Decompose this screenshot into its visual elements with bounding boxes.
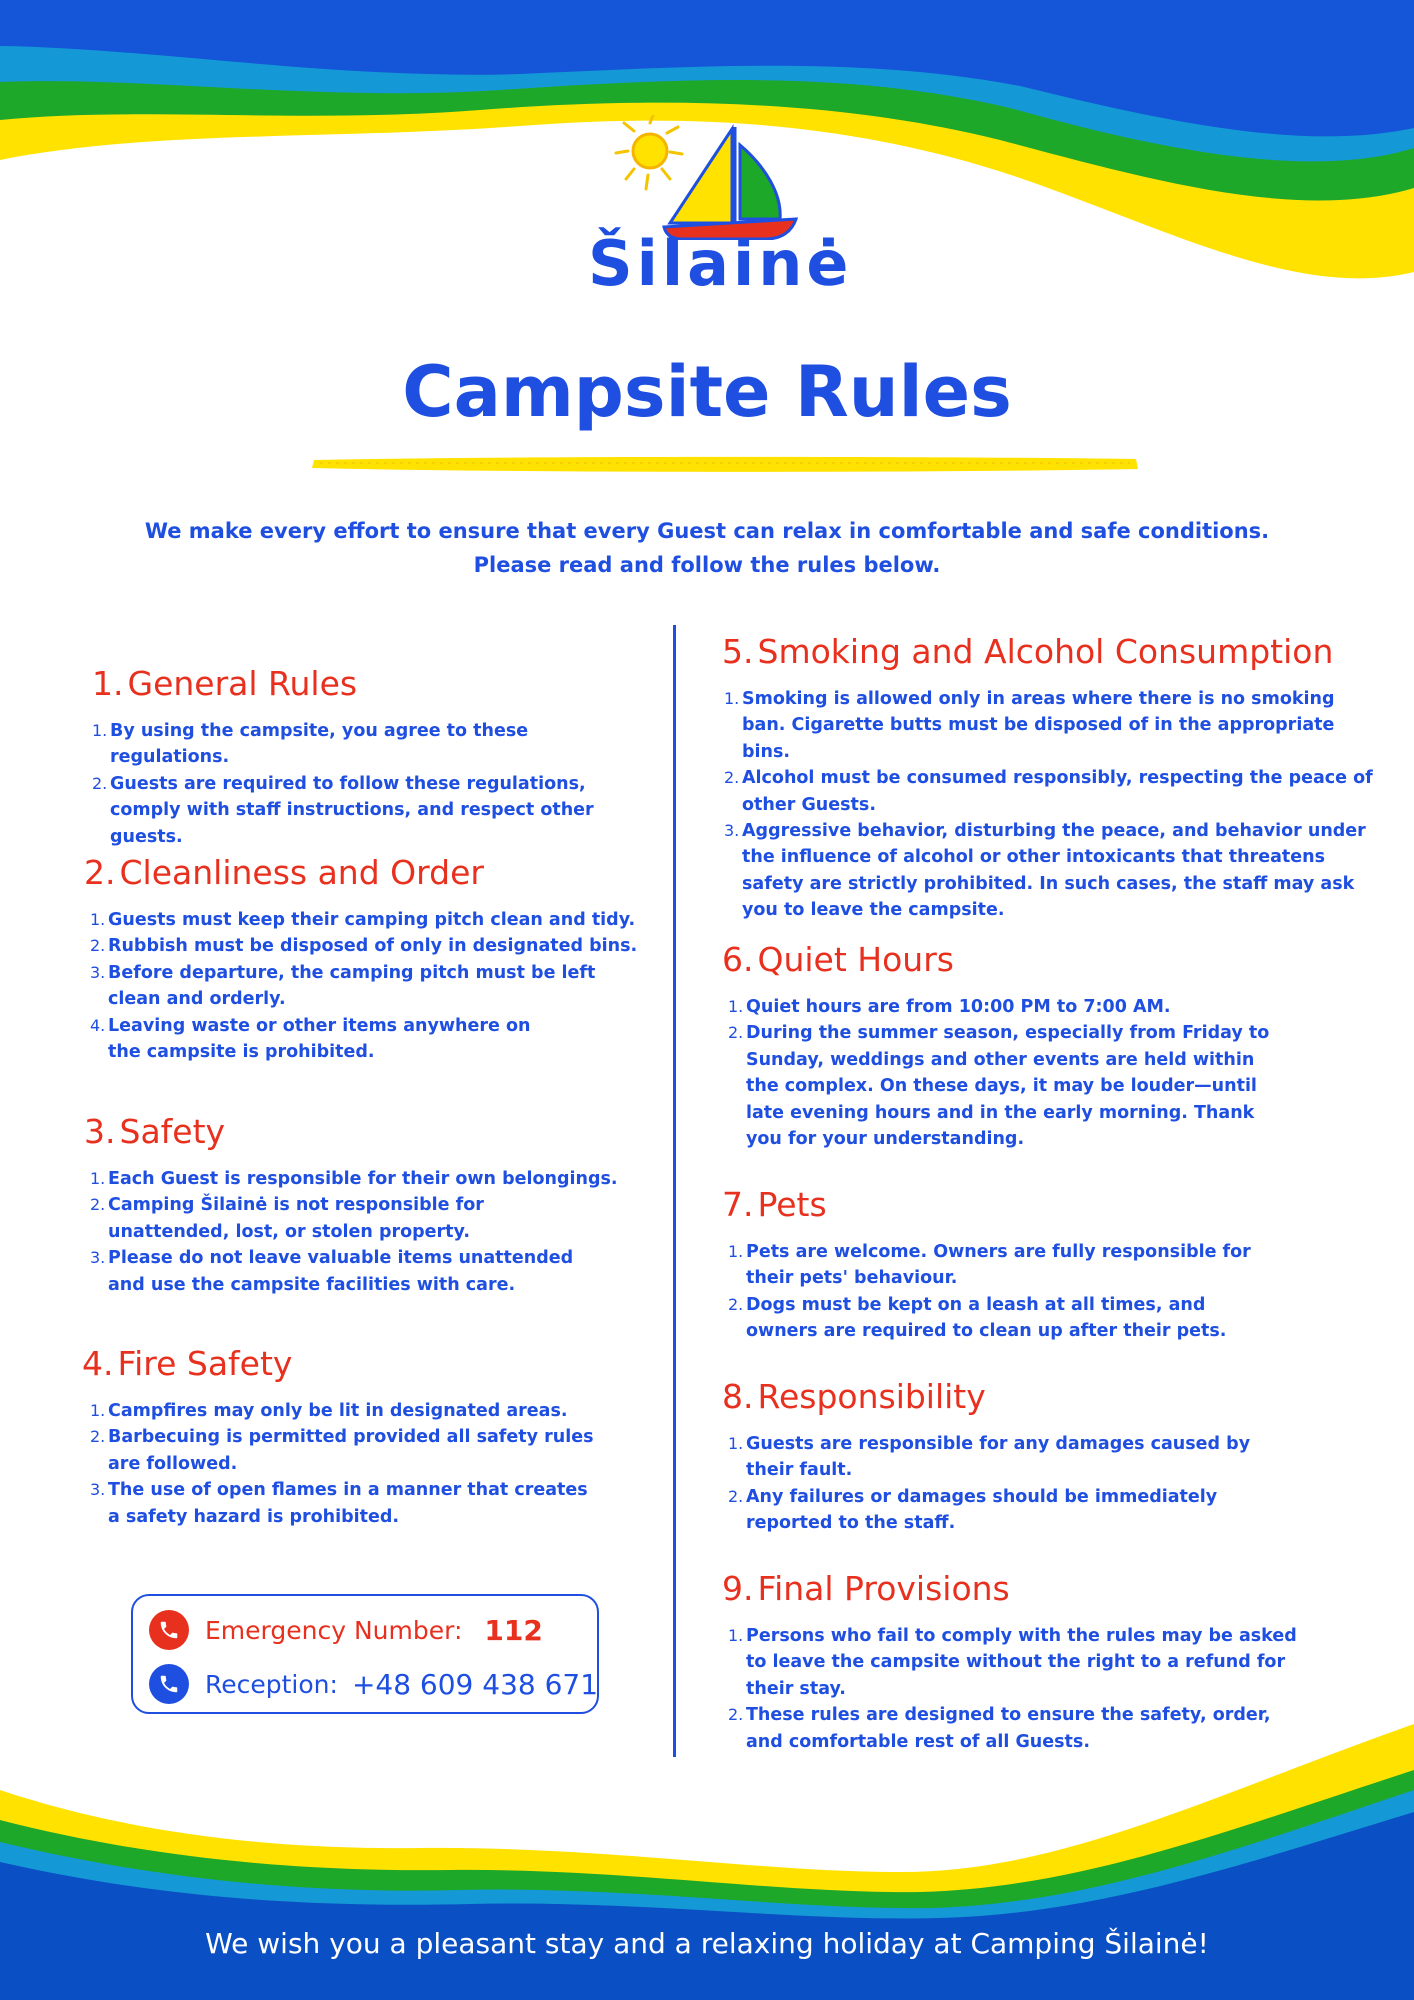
title-underline [310, 454, 1140, 474]
rule-text: Quiet hours are from 10:00 PM to 7:00 AM. [746, 997, 1171, 1017]
emergency-label: Emergency Number: [205, 1615, 463, 1645]
sailboat-sun-icon [570, 115, 840, 240]
rule-list [724, 686, 1382, 924]
rule-number: 1. [724, 689, 740, 708]
section-number: 9. [722, 1569, 754, 1608]
rule-item [90, 1477, 654, 1530]
rule-item [728, 1431, 1382, 1484]
rule-number: 2. [92, 773, 108, 793]
rule-text: These rules are designed to ensure the safety, order, and comfortable rest of all Guests. [746, 1705, 1271, 1752]
intro-text [110, 514, 1304, 582]
rule-number: 1. [92, 721, 108, 740]
section-heading [722, 632, 1382, 672]
section-number: 4. [82, 1344, 114, 1383]
rule-item [90, 933, 654, 959]
section-number: 6. [722, 940, 754, 979]
emergency-number[interactable]: 112 [484, 1613, 543, 1647]
rule-item [728, 1020, 1382, 1152]
rule-item [90, 907, 654, 933]
emergency-phone-icon [149, 1610, 189, 1650]
rule-list [728, 1431, 1382, 1537]
rule-number: 2. [728, 1486, 744, 1506]
rule-text: Leaving waste or other items anywhere on the campsite is prohibited. [108, 1015, 531, 1063]
rule-item [728, 1623, 1382, 1702]
rule-number: 2. [728, 1023, 744, 1043]
rule-number: 3. [90, 1480, 106, 1500]
section-fire-safety [82, 1344, 654, 1530]
rule-text: Smoking is allowed only in areas where there is no smoking ban. Cigarette butts must be disposed of in the appropriate bins. [742, 689, 1335, 762]
rule-text: Campfires may only be lit in designated areas. [108, 1401, 568, 1421]
rule-number: 2. [728, 1705, 744, 1725]
rule-text: Please do not leave valuable items unattended and use the campsite facilities with care. [108, 1248, 574, 1295]
rule-item [724, 818, 1382, 924]
rule-text: Guests are required to follow these regulations, comply with staff instructions, and respect other guests. [110, 773, 594, 847]
section-smoking-and-alcohol [722, 632, 1382, 924]
section-title: Responsibility [757, 1377, 986, 1416]
section-heading [84, 1112, 654, 1152]
rule-list [728, 1239, 1382, 1345]
rule-list [90, 1166, 654, 1298]
section-heading [722, 1377, 1382, 1417]
rule-text: Guests must keep their camping pitch clean and tidy. [108, 910, 636, 930]
rule-list [728, 1623, 1382, 1755]
rule-text: Each Guest is responsible for their own belongings. [108, 1169, 618, 1189]
section-title: Quiet Hours [757, 940, 954, 979]
rule-item [92, 718, 652, 771]
section-title: Smoking and Alcohol Consumption [757, 632, 1334, 671]
rule-number: 2. [728, 1294, 744, 1314]
rule-item [92, 771, 652, 850]
section-title: General Rules [127, 664, 358, 703]
rule-item [728, 994, 1382, 1020]
section-number: 8. [722, 1377, 754, 1416]
rule-number: 1. [90, 1401, 106, 1420]
rule-item [728, 1292, 1382, 1345]
rule-text: Aggressive behavior, disturbing the peace, and behavior under the influence of alcohol or other intoxicants that threatens safety are strictly prohibited. In such cases, the staff may ask you to leave the campsite. [742, 821, 1366, 921]
rule-item [90, 1013, 654, 1066]
emergency-row [149, 1610, 543, 1650]
rule-item [90, 1192, 654, 1245]
footer-message: We wish you a pleasant stay and a relaxing holiday at Camping Šilainė! [205, 1927, 1209, 1960]
rule-item [728, 1484, 1382, 1537]
page-title: Campsite Rules [402, 351, 1012, 433]
rule-number: 2. [90, 936, 106, 956]
rule-text: Any failures or damages should be immediately reported to the staff. [746, 1486, 1218, 1534]
section-number: 2. [84, 853, 116, 892]
rule-number: 1. [728, 997, 744, 1016]
rule-number: 3. [724, 821, 740, 841]
rule-item [724, 765, 1382, 818]
intro-line-2: Please read and follow the rules below. [473, 553, 941, 577]
section-heading [92, 664, 652, 704]
rule-number: 1. [90, 910, 106, 929]
section-responsibility [722, 1377, 1382, 1537]
reception-row [149, 1664, 598, 1704]
rule-list [728, 994, 1382, 1152]
rule-number: 1. [728, 1242, 744, 1261]
section-heading [84, 853, 654, 893]
rule-number: 2. [724, 768, 740, 788]
rule-list [92, 718, 652, 850]
rule-number: 4. [90, 1015, 106, 1035]
section-heading [722, 1185, 1382, 1225]
section-pets [722, 1185, 1382, 1345]
rule-list [90, 907, 654, 1065]
rule-number: 1. [728, 1434, 744, 1453]
section-heading [722, 1569, 1382, 1609]
rule-item [90, 1424, 654, 1477]
intro-line-1: We make every effort to ensure that every Guest can relax in comfortable and safe conditions. [144, 519, 1270, 543]
rule-text: Pets are welcome. Owners are fully responsible for their pets' behaviour. [746, 1242, 1251, 1289]
section-title: Final Provisions [757, 1569, 1010, 1608]
phone-icon [158, 1673, 180, 1695]
rule-text: Alcohol must be consumed responsibly, respecting the peace of other Guests. [742, 768, 1373, 815]
reception-label: Reception: [205, 1669, 338, 1699]
section-number: 1. [92, 664, 124, 703]
rule-text: By using the campsite, you agree to these regulations. [110, 721, 529, 768]
section-safety [84, 1112, 654, 1298]
rule-number: 1. [728, 1626, 744, 1645]
section-heading [722, 940, 1382, 980]
rule-text: Rubbish must be disposed of only in designated bins. [108, 936, 638, 957]
rule-text: Guests are responsible for any damages caused by their fault. [746, 1434, 1251, 1481]
brand-name: Šilainė [588, 227, 853, 300]
section-general-rules [92, 664, 652, 850]
rule-text: Persons who fail to comply with the rules may be asked to leave the campsite without the right to a refund for their stay. [746, 1626, 1297, 1699]
rule-text: Dogs must be kept on a leash at all times, and owners are required to clean up after their pets. [746, 1294, 1227, 1342]
rule-text: During the summer season, especially from Friday to Sunday, weddings and other events are held within the complex. On these days, it may be louder—until late evening hours and in the early morning. Thank you for your understanding. [746, 1023, 1270, 1150]
reception-phone-icon [149, 1664, 189, 1704]
rule-item [728, 1702, 1382, 1755]
rule-text: Barbecuing is permitted provided all safety rules are followed. [108, 1427, 594, 1474]
section-heading [82, 1344, 654, 1384]
section-title: Pets [757, 1185, 827, 1224]
rule-item [90, 960, 654, 1013]
rule-text: The use of open flames in a manner that creates a safety hazard is prohibited. [108, 1480, 588, 1527]
rule-number: 3. [90, 1248, 106, 1268]
column-divider [673, 625, 676, 1757]
section-final-provisions [722, 1569, 1382, 1755]
phone-icon [158, 1619, 180, 1641]
section-quiet-hours [722, 940, 1382, 1152]
section-number: 3. [84, 1112, 116, 1151]
section-title: Fire Safety [117, 1344, 293, 1383]
logo [570, 115, 853, 330]
rule-item [724, 686, 1382, 765]
rule-text: Camping Šilainė is not responsible for unattended, lost, or stolen property. [108, 1195, 484, 1242]
rule-item [90, 1245, 654, 1298]
rule-number: 3. [90, 962, 106, 982]
section-number: 5. [722, 632, 754, 671]
rule-item [90, 1166, 654, 1192]
section-title: Safety [119, 1112, 226, 1151]
section-cleanliness-and-order [84, 853, 654, 1065]
rule-item [90, 1398, 654, 1424]
section-title: Cleanliness and Order [119, 853, 484, 892]
reception-number[interactable]: +48 609 438 671 [351, 1667, 599, 1701]
rule-item [728, 1239, 1382, 1292]
rule-number: 2. [90, 1195, 106, 1215]
contact-box [131, 1594, 599, 1714]
rule-list [90, 1398, 654, 1530]
rule-number: 1. [90, 1169, 106, 1188]
rule-number: 2. [90, 1427, 106, 1447]
section-number: 7. [722, 1185, 754, 1224]
rule-text: Before departure, the camping pitch must be left clean and orderly. [108, 962, 596, 1010]
